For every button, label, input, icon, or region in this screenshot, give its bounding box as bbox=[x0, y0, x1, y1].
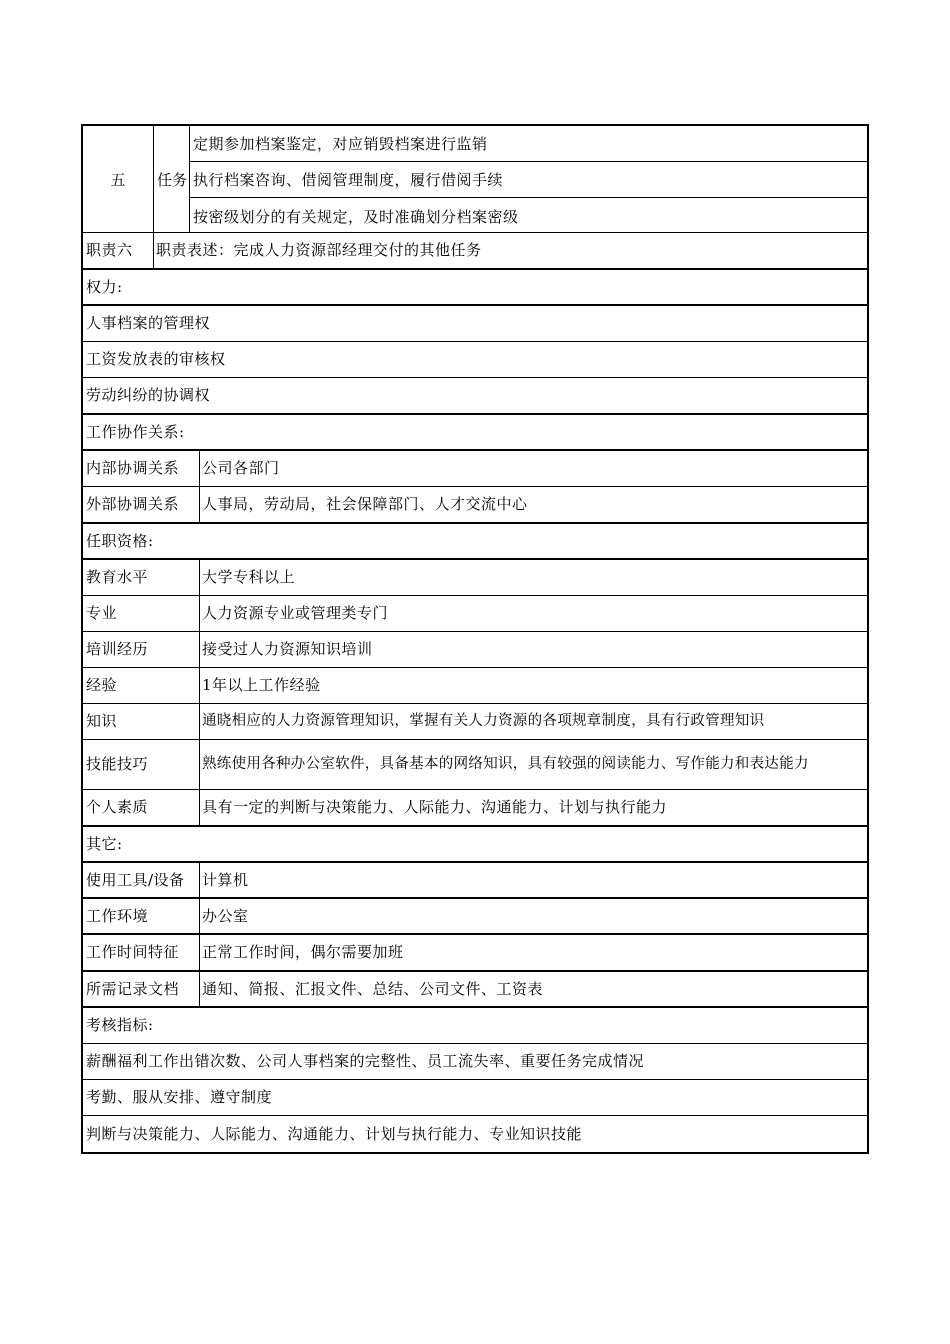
other-row bbox=[81, 899, 869, 935]
relation-value: 公司各部门 bbox=[202, 459, 280, 477]
qualification-value: 人力资源专业或管理类专门 bbox=[202, 604, 389, 622]
power-row bbox=[81, 306, 869, 342]
qualification-row bbox=[81, 790, 869, 827]
relation-value: 人事局，劳动局，社会保障部门、人才交流中心 bbox=[202, 495, 528, 513]
other-value: 通知、简报、汇报文件、总结、公司文件、工资表 bbox=[202, 979, 544, 998]
other-value: 正常工作时间，偶尔需要加班 bbox=[202, 943, 404, 961]
other-label: 工作环境 bbox=[86, 906, 149, 925]
relation-label: 外部协调关系 bbox=[86, 495, 180, 513]
task-number: 五 bbox=[110, 170, 126, 189]
relations-heading-row bbox=[81, 415, 869, 451]
other-heading: 其它: bbox=[86, 834, 123, 853]
relations-heading: 工作协作关系: bbox=[86, 422, 185, 441]
qualifications-heading: 任职资格: bbox=[86, 531, 154, 550]
qualification-row bbox=[81, 668, 869, 704]
qualification-value: 具有一定的判断与决策能力、人际能力、沟通能力、计划与执行能力 bbox=[202, 798, 668, 816]
assessment-row bbox=[81, 1080, 869, 1116]
power-row bbox=[81, 378, 869, 415]
qualification-row bbox=[81, 740, 869, 790]
assessment-row bbox=[81, 1116, 869, 1154]
qualification-label: 技能技巧 bbox=[86, 755, 149, 773]
task-items bbox=[189, 126, 867, 232]
duty6-label: 职责六 bbox=[86, 241, 133, 259]
task-item: 执行档案咨询、借阅管理制度，履行借阅手续 bbox=[190, 162, 867, 198]
relation-row bbox=[81, 487, 869, 524]
qualification-value: 熟练使用各种办公室软件，具备基本的网络知识，具有较强的阅读能力、写作能力和表达能力 bbox=[202, 756, 809, 772]
assessment-item: 薪酬福利工作出错次数、公司人事档案的完整性、员工流失率、重要任务完成情况 bbox=[86, 1052, 645, 1070]
other-heading-row bbox=[81, 827, 869, 863]
other-label: 使用工具/设备 bbox=[86, 870, 185, 889]
duty6-text: 职责表述：完成人力资源部经理交付的其他任务 bbox=[156, 241, 482, 259]
qualification-row bbox=[81, 560, 869, 596]
assessment-row bbox=[81, 1044, 869, 1080]
qualification-label: 培训经历 bbox=[86, 640, 149, 658]
task-label: 任务 bbox=[153, 126, 190, 232]
other-label: 工作时间特征 bbox=[86, 943, 180, 961]
other-row bbox=[81, 935, 869, 972]
qualification-value: 通晓相应的人力资源管理知识，掌握有关人力资源的各项规章制度，具有行政管理知识 bbox=[202, 713, 765, 729]
assessment-item: 考勤、服从安排、遵守制度 bbox=[86, 1088, 273, 1106]
task-item: 定期参加档案鉴定，对应销毁档案进行监销 bbox=[190, 126, 867, 162]
assessment-item: 判断与决策能力、人际能力、沟通能力、计划与执行能力、专业知识技能 bbox=[86, 1124, 583, 1143]
qualification-label: 教育水平 bbox=[86, 568, 149, 586]
assessment-heading-row bbox=[81, 1008, 869, 1044]
qualification-row bbox=[81, 596, 869, 632]
power-row bbox=[81, 342, 869, 378]
qualification-row bbox=[81, 632, 869, 668]
other-value: 办公室 bbox=[202, 906, 249, 925]
other-row bbox=[81, 972, 869, 1008]
other-value: 计算机 bbox=[202, 870, 249, 889]
qualification-label: 经验 bbox=[86, 676, 118, 694]
power-item: 劳动纠纷的协调权 bbox=[86, 386, 211, 404]
assessment-heading: 考核指标: bbox=[86, 1016, 154, 1034]
qualification-value: 大学专科以上 bbox=[202, 568, 296, 586]
other-label: 所需记录文档 bbox=[86, 979, 180, 998]
other-row bbox=[81, 863, 869, 899]
qualifications-heading-row bbox=[81, 524, 869, 560]
qualification-row bbox=[81, 704, 869, 740]
duty6-row bbox=[81, 233, 869, 270]
relation-label: 内部协调关系 bbox=[86, 459, 180, 477]
task-item: 按密级划分的有关规定，及时准确划分档案密级 bbox=[193, 207, 519, 226]
qualification-value: 1年以上工作经验 bbox=[202, 676, 321, 694]
qualification-label: 知识 bbox=[86, 712, 118, 730]
qualification-label: 专业 bbox=[86, 604, 118, 622]
power-item: 工资发放表的审核权 bbox=[86, 350, 226, 368]
powers-heading-row bbox=[81, 270, 869, 306]
qualification-value: 接受过人力资源知识培训 bbox=[202, 640, 373, 658]
task-section bbox=[81, 124, 869, 233]
job-description-table bbox=[81, 124, 869, 1154]
power-item: 人事档案的管理权 bbox=[86, 314, 211, 332]
qualification-label: 个人素质 bbox=[86, 798, 149, 816]
powers-heading: 权力: bbox=[86, 277, 123, 296]
relation-row bbox=[81, 451, 869, 487]
